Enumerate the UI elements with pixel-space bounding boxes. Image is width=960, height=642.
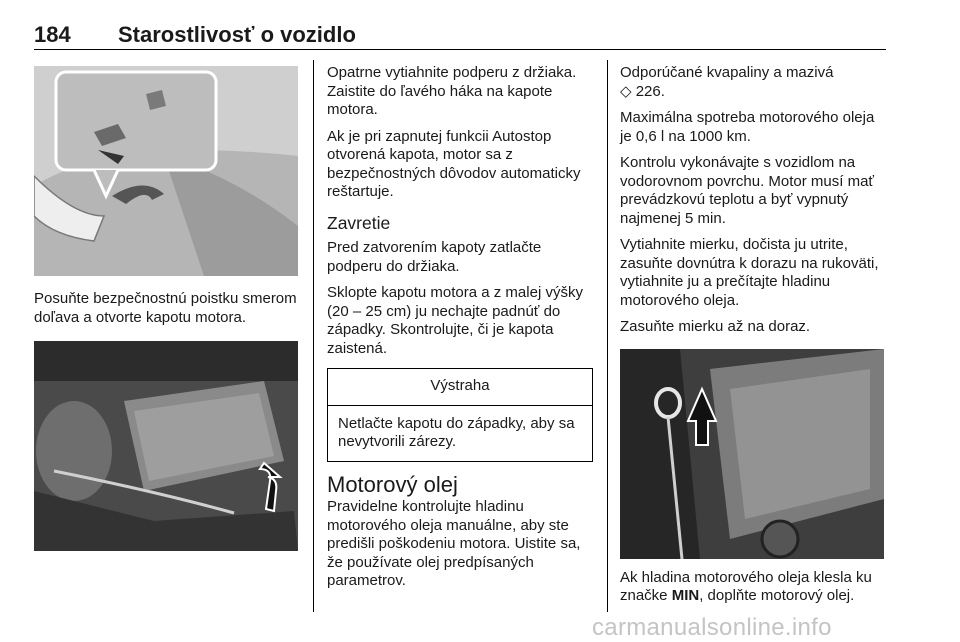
column-2 — [327, 64, 593, 599]
column-1 — [34, 66, 302, 551]
paragraph-oil-min — [620, 569, 888, 606]
column-3 — [620, 64, 888, 614]
paragraph-oil-check: Pravidelne kontrolujte hladinu motorového oleja manuálne, aby ste predišli poškodeniu motora. Uistite sa, že používate olej predpísaných parametrov. — [327, 498, 581, 589]
paragraph-oil-consumption: Maximálna spotreba motorového oleja je 0,6 l na 1000 km. — [620, 109, 875, 145]
paragraph-check-conditions: Kontrolu vykonávajte s vozidlom na vodorovnom povrchu. Motor musí mať prevádzkovú teplotu a byť vypnutý najmenej 5 min. — [620, 154, 875, 227]
column-divider-1 — [313, 60, 314, 612]
page-title: Starostlivosť o vozidlo — [118, 22, 356, 47]
footer-watermark: carmanualsonline.info — [592, 614, 832, 641]
paragraph-hood-drop: Sklopte kapotu motora a z malej výšky (20 – 25 cm) ju nechajte padnúť do západky. Skontrolujte, či je kapota zaistená. — [327, 284, 583, 357]
paragraph-dipstick-procedure: Vytiahnite mierku, dočista ju utrite, zasuňte dovnútra k dorazu na rukoväti, vytiahnite ju a prečítajte hladinu motorového oleja. — [620, 236, 879, 309]
fluids-reference-text: Odporúčané kvapaliny a mazivá — [620, 64, 834, 81]
warning-box — [327, 368, 593, 462]
paragraph-fluids-reference — [620, 64, 888, 101]
warning-title: Výstraha — [328, 369, 592, 406]
dipstick-photo — [620, 349, 884, 559]
oil-min-text-after: , doplňte motorový olej. — [699, 587, 855, 604]
paragraph-prop-removal: Opatrne vytiahnite podperu z držiaka. Zaistite do ľavého háka na kapote motora. — [327, 64, 577, 118]
oil-min-text-before: Ak hladina motorového oleja klesla ku značke — [620, 568, 872, 604]
closing-heading: Zavretie — [327, 212, 391, 233]
paragraph-prop-storage: Pred zatvorením kapoty zatlačte podperu do držiaka. — [327, 239, 542, 275]
min-mark-label: MIN — [671, 587, 700, 604]
engine-oil-heading: Motorový olej — [327, 471, 458, 497]
paragraph-autostop: Ak je pri zapnutej funkcii Autostop otvorená kapota, motor sa z bezpečnostných dôvodov automaticky reštartuje. — [327, 127, 581, 200]
hood-release-caption: Posuňte bezpečnostnú poistku smerom doľava a otvorte kapotu motora. — [34, 290, 297, 326]
column-divider-2 — [607, 60, 608, 612]
page-reference: ◇ 226. — [620, 82, 665, 100]
header-divider — [34, 49, 886, 50]
warning-text: Netlačte kapotu do západky, aby sa nevytvorili zárezy. — [338, 414, 575, 450]
engine-bay-photo — [34, 341, 298, 551]
page-header — [34, 22, 886, 52]
page-number: 184 — [34, 22, 71, 47]
paragraph-insert-dipstick: Zasuňte mierku až na doraz. — [620, 318, 811, 335]
hood-latch-illustration — [34, 66, 298, 276]
